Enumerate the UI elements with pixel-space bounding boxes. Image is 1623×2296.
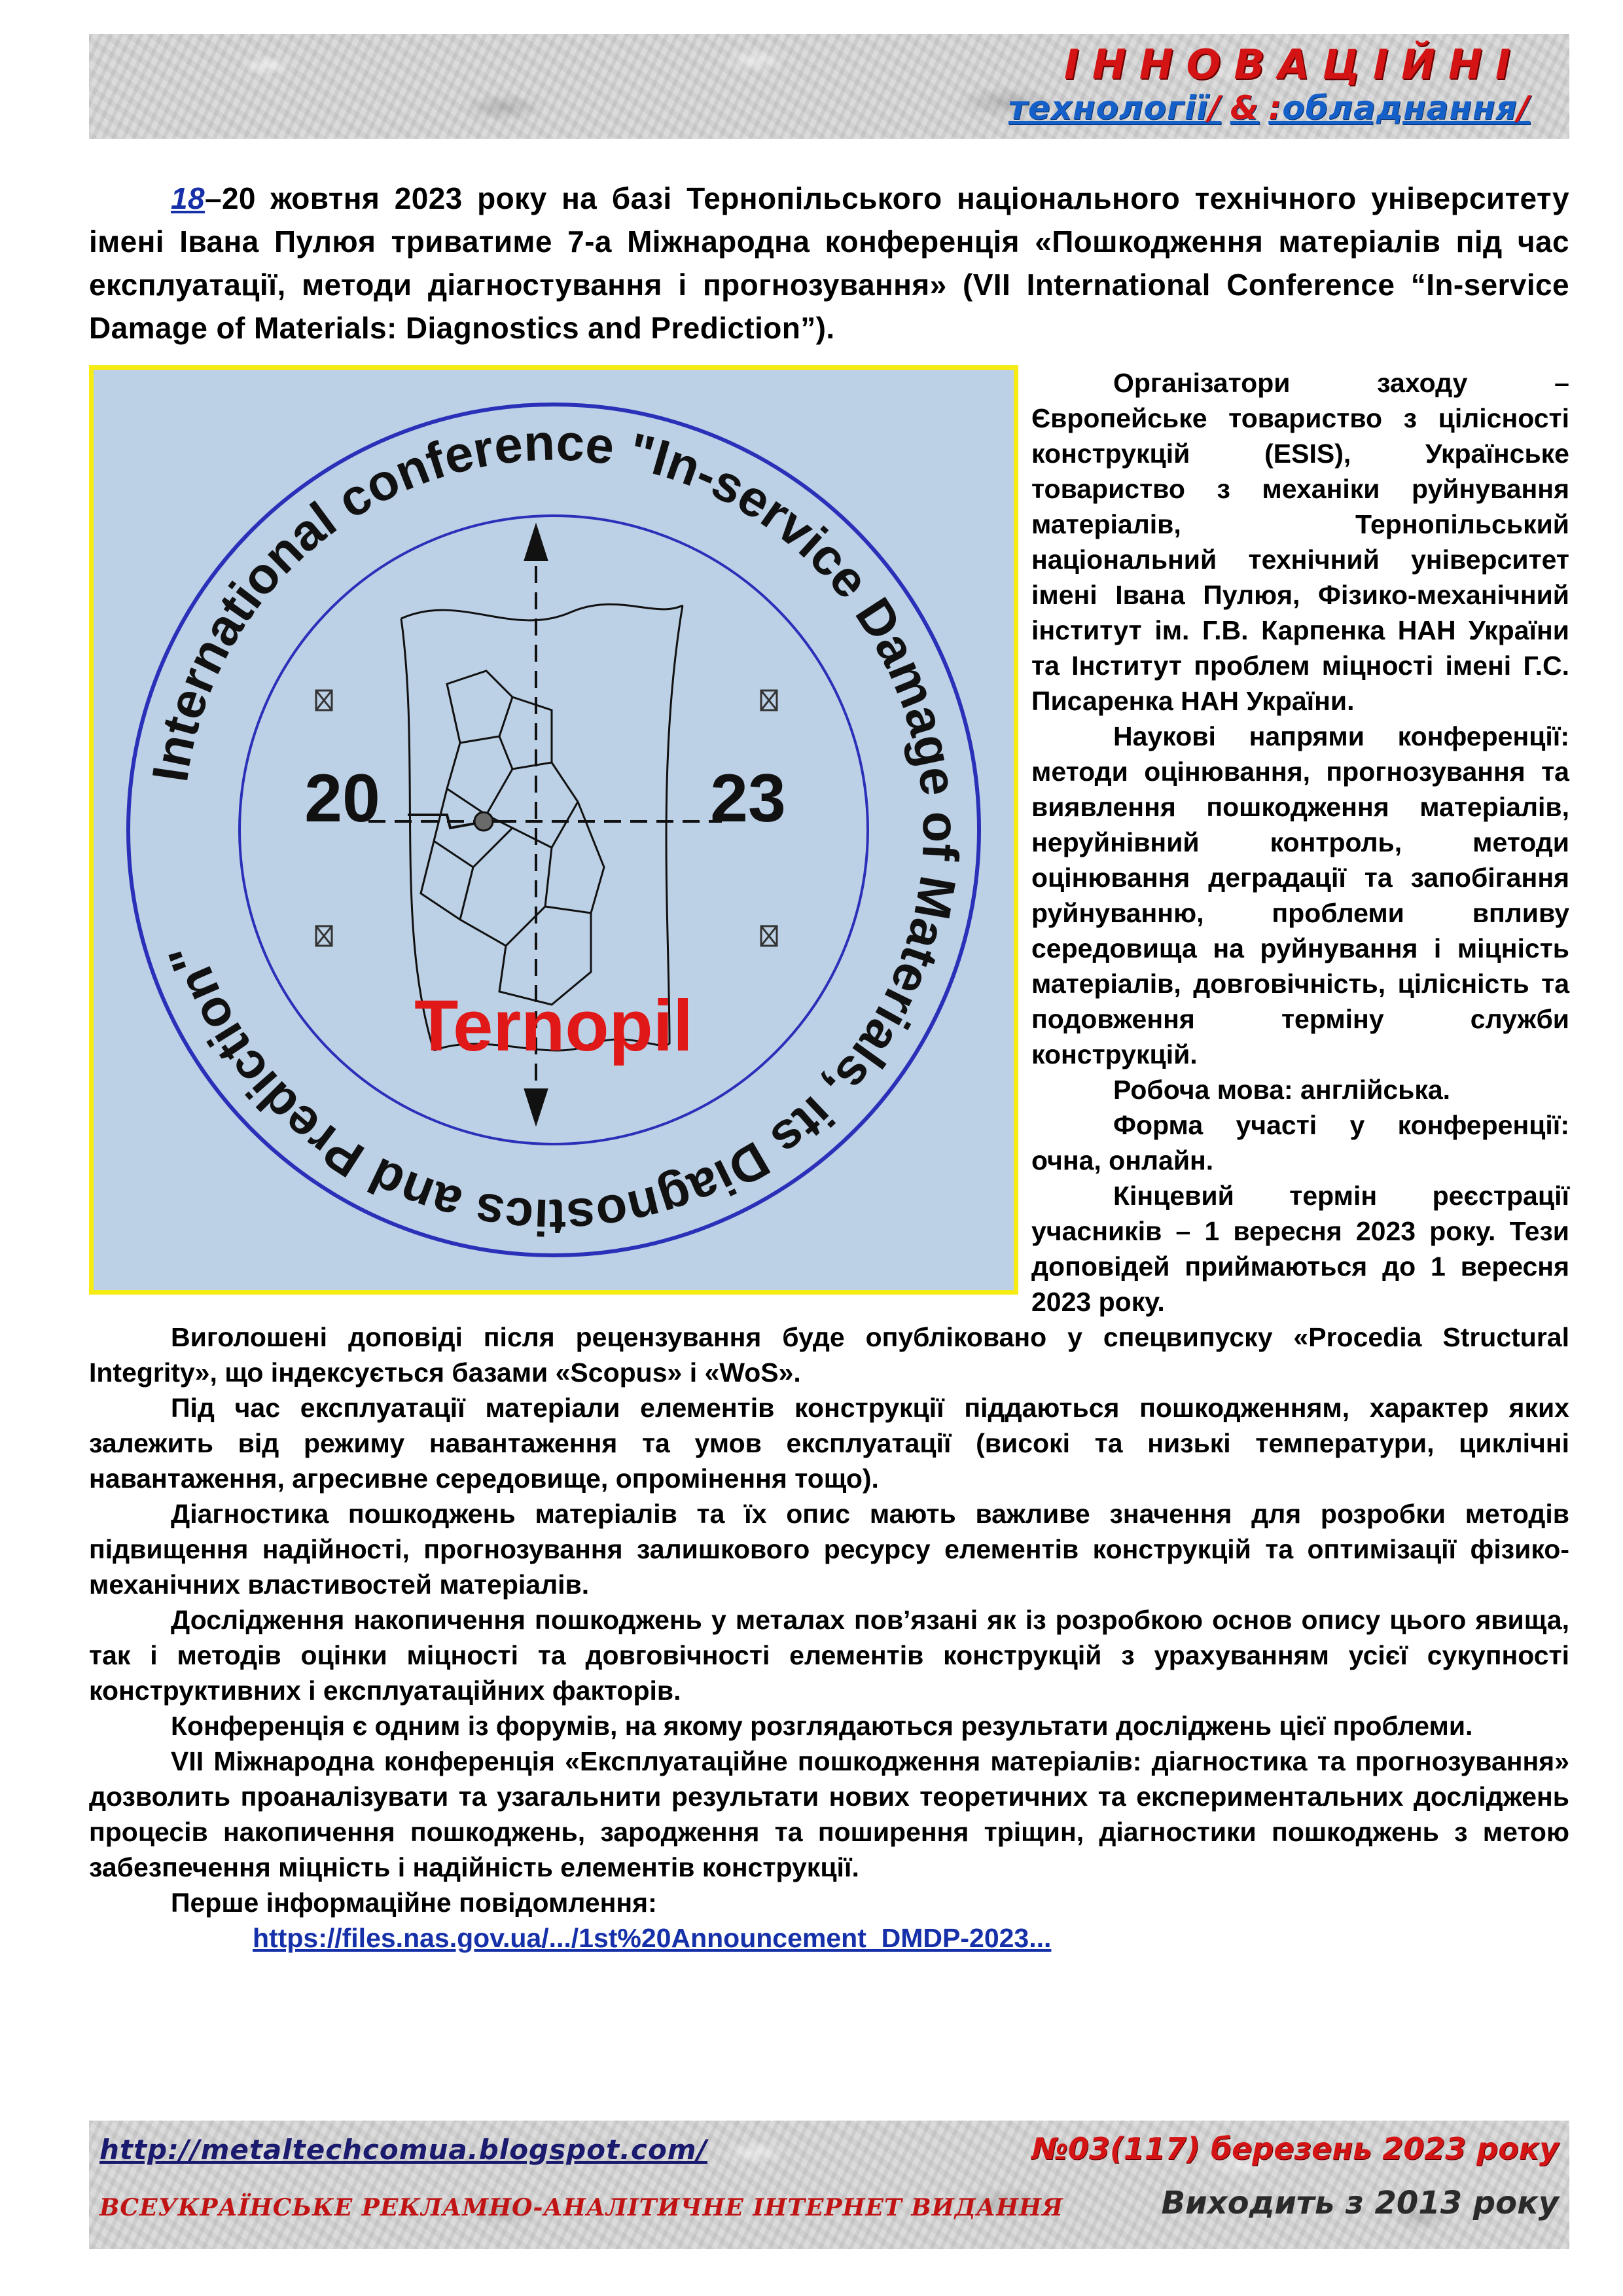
directions-paragraph: Наукові напрями конференції: методи оцінювання, прогнозування та виявлення пошкодження матеріалів, неруйнівний контроль, методи оцінювання деградації та запобігання руйнуванню, проблеми впливу середовища на руйнування і міцність матеріалів, довговічність, цілісність та подовження терміну служби конструкцій. (1031, 721, 1569, 1069)
announcement-link[interactable]: https://files.nas.gov.ua/.../1st%20Announcement_DMDP-2023... (253, 1923, 1052, 1953)
footer-issue: №03(117) березень 2023 року (1031, 2131, 1559, 2166)
damage-paragraph: Під час експлуатації матеріали елементів конструкції піддаються пошкодженням, характер яких залежить від режиму навантаження та умов експлуатації (високі та низькі температури, циклічні навантаження, агресивне середовище, опромінення тощо). (89, 1393, 1569, 1494)
language-paragraph: Робоча мова: англійська. (1113, 1075, 1451, 1105)
emblem-city: Ternopil (414, 986, 693, 1066)
emblem-year-right: 23 (710, 761, 786, 836)
masthead-subtitle-right: обладнання (1282, 89, 1518, 127)
format-paragraph: Форма участі у конференції: очна, онлайн. (1031, 1110, 1569, 1175)
masthead-subtitle-amp: & (1230, 89, 1260, 127)
emblem-graphic (94, 370, 1014, 1290)
footer-publication: ВСЕУКРАЇНСЬКЕ РЕКЛАМНО-АНАЛІТИЧНЕ ІНТЕРНЕТ ВИДАННЯ (99, 2194, 1063, 2221)
forum-paragraph: Конференція є одним із форумів, на якому розглядаються результати досліджень цієї проблеми. (171, 1711, 1473, 1741)
organizers-paragraph: Організатори заходу – Європейське товариство з цілісності конструкцій (ESIS), Українське товариство з механіки руйнування матеріалів, Тернопільський національний технічний університет імені Івана Пулюя, Фізико-механічний інститут ім. Г.В. Карпенка НАН України та Інститут проблем міцності імені Г.С. Писаренка НАН України. (1031, 368, 1569, 716)
masthead-title: ІННОВАЦІЙНІ (1063, 41, 1524, 88)
footer-banner (89, 2121, 1569, 2249)
emblem-year-left: 20 (304, 761, 380, 836)
intro-paragraph (89, 177, 1569, 350)
diagnostics-paragraph: Діагностика пошкоджень матеріалів та їх опис мають важливе значення для розробки методів підвищення надійності, прогнозування залишкового ресурсу елементів конструкцій та оптимізації фізико-механічних властивостей матеріалів. (89, 1499, 1569, 1600)
masthead-banner (89, 34, 1569, 139)
masthead-subtitle: технології/ & :обладнання/ (1008, 89, 1530, 127)
footer-url-link[interactable]: http://metaltechcomua.blogspot.com/ (99, 2134, 707, 2166)
footer-since: Виходить з 2013 року (1161, 2185, 1559, 2221)
announcement-label: Перше інформаційне повідомлення: (171, 1888, 657, 1918)
masthead-subtitle-left: технології (1008, 89, 1209, 127)
emblem-and-text (89, 365, 1569, 1956)
research-paragraph: Дослідження накопичення пошкоджень у металах пов’язані як із розробкою основ опису цього явища, так і методів оцінки міцності та довговічності елементів конструкцій з урахуванням усієї сукупності конструктивних і експлуатаційних факторів. (89, 1605, 1569, 1706)
publication-paragraph: Виголошені доповіді після рецензування буде опубліковано у спецвипуску «Procedia Structural Integrity», що індексується базами «Scopus» і «WoS». (89, 1322, 1569, 1388)
conclusion-paragraph: VII Міжнародна конференція «Експлуатаційне пошкодження матеріалів: діагностика та прогнозування» дозволить проаналізувати та узагальнити результати нових теоретичних та експериментальних досліджень процесів накопичення пошкоджень, зародження та поширення тріщин, діагностики пошкоджень з метою забезпечення міцність і надійність елементів конструкції. (89, 1746, 1569, 1882)
deadline-paragraph: Кінцевий термін реєстрації учасників – 1 вересня 2023 року. Тези доповідей приймаються до 1 вересня 2023 року. (1031, 1181, 1569, 1317)
intro-text: –20 жовтня 2023 року на базі Тернопільського національного технічного університету імені Івана Пулюя триватиме 7-а Міжнародна конференція «Пошкодження матеріалів під час експлуатації, методи діагностування і прогнозування» (VII International Conference “In-service Damage of Materials: Diagnostics and Prediction”). (89, 181, 1569, 345)
article (89, 177, 1569, 1956)
crack-tip-icon (474, 812, 493, 831)
conference-emblem (89, 365, 1018, 1295)
announcement-line (89, 1920, 1569, 1956)
emblem-arc-text: International conference "In-service Damage of Materials, its Diagnostics and Prediction" (141, 413, 971, 1247)
date-link[interactable]: 18 (171, 181, 205, 215)
